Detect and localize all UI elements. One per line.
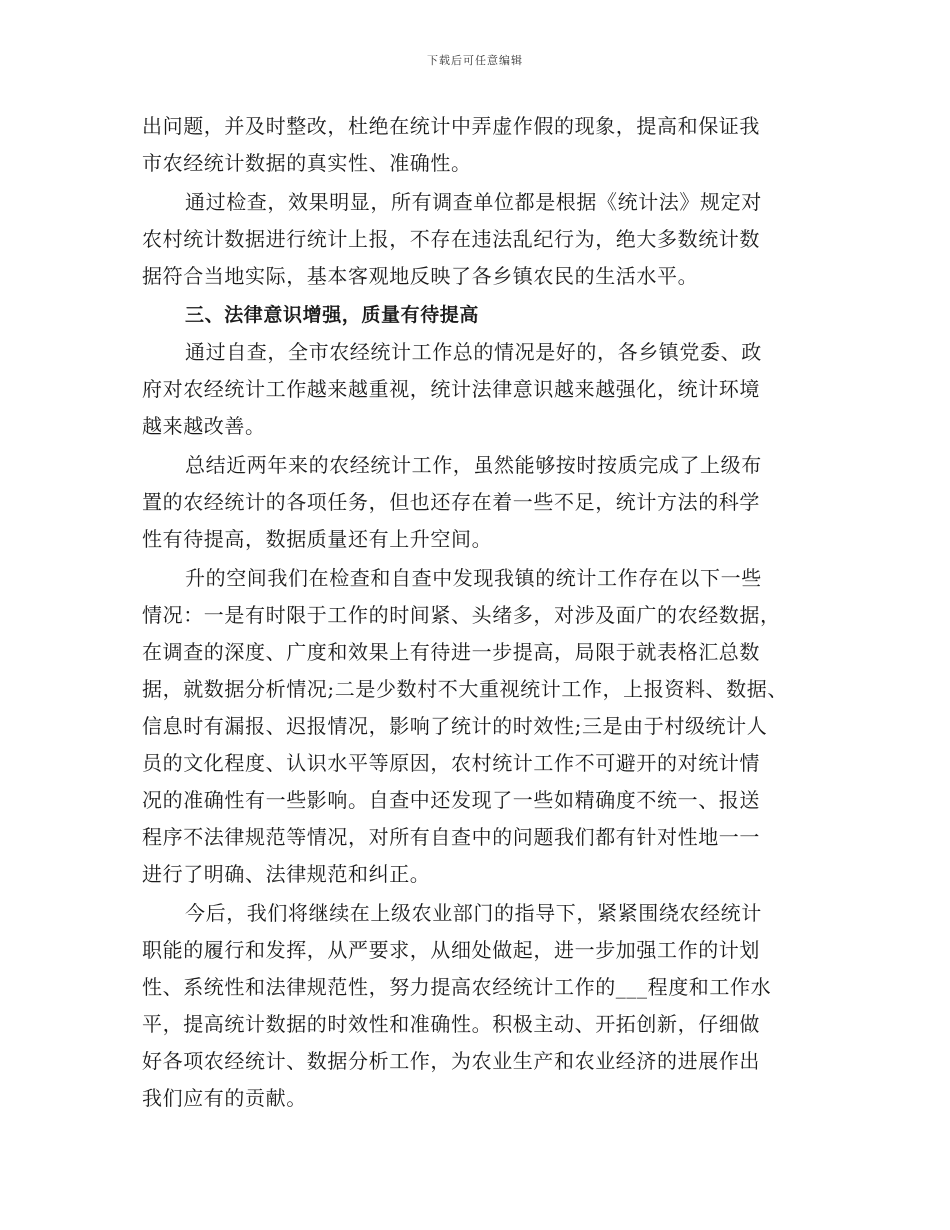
text-line: 越来越改善。 [142,414,266,438]
text-line: 据符合当地实际，基本客观地反映了各乡镇农民的生活水平。 [142,264,699,288]
text-line: 今后，我们将继续在上级农业部门的指导下，紧紧围绕农经统计 [185,901,762,925]
page-header: 下载后可任意编辑 [427,54,523,67]
text-line: 况的准确性有一些影响。自查中还发现了一些如精确度不统一、报送 [142,788,760,812]
heading-text: 三、法律意识增强，质量有待提高 [185,304,480,326]
text-line: 进行了明确、法律规范和纠正。 [142,862,431,886]
text-line: 总结近两年来的农经统计工作，虽然能够按时按质完成了上级布 [185,453,762,477]
text-line: 好各项农经统计、数据分析工作，为农业生产和农业经济的进展作出 [142,1049,760,1073]
text-line: 通过检查，效果明显，所有调查单位都是根据《统计法》规定对 [185,190,762,214]
text-line: 员的文化程度、认识水平等原因，农村统计工作不可避开的对统计情 [142,751,760,775]
text-line: 性、系统性和法律规范性，努力提高农经统计工作的___程度和工作水 [142,975,772,999]
text-line: 据，就数据分析情况;二是少数村不大重视统计工作，上报资料、数据、 [142,677,788,701]
paragraph [142,560,822,893]
section-heading [142,297,822,334]
text-line: 职能的履行和发挥，从严要求，从细处做起，进一步加强工作的计划 [142,938,760,962]
text-line: 通过自查，全市农经统计工作总的情况是好的，各乡镇党委、政 [185,340,762,364]
text-line: 市农经统计数据的真实性、准确性。 [142,151,472,175]
text-line: 程序不法律规范等情况，对所有自查中的问题我们都有针对性地一一 [142,825,760,849]
document-body [142,108,822,1117]
paragraph [142,447,822,558]
paragraph [142,108,822,182]
text-line: 情况：一是有时限于工作的时间紧、头绪多，对涉及面广的农经数据， [142,603,781,627]
text-line: 性有待提高，数据质量还有上升空间。 [142,527,493,551]
text-line: 置的农经统计的各项任务，但也还存在着一些不足，统计方法的科学 [142,490,760,514]
paragraph [142,334,822,445]
text-line: 农村统计数据进行统计上报，不存在违法乱纪行为，绝大多数统计数 [142,227,760,251]
paragraph [142,184,822,295]
text-line: 在调查的深度、广度和效果上有待进一步提高，局限于就表格汇总数 [142,640,760,664]
text-line: 出问题，并及时整改，杜绝在统计中弄虚作假的现象，提高和保证我 [142,114,760,138]
text-line: 我们应有的贡献。 [142,1086,307,1110]
text-line: 升的空间我们在检查和自查中发现我镇的统计工作存在以下一些 [185,566,762,590]
text-line: 信息时有漏报、迟报情况，影响了统计的时效性;三是由于村级统计人 [142,714,768,738]
text-line: 平，提高统计数据的时效性和准确性。积极主动、开拓创新，仔细做 [142,1012,760,1036]
text-line: 府对农经统计工作越来越重视，统计法律意识越来越强化，统计环境 [142,377,760,401]
paragraph [142,895,822,1117]
